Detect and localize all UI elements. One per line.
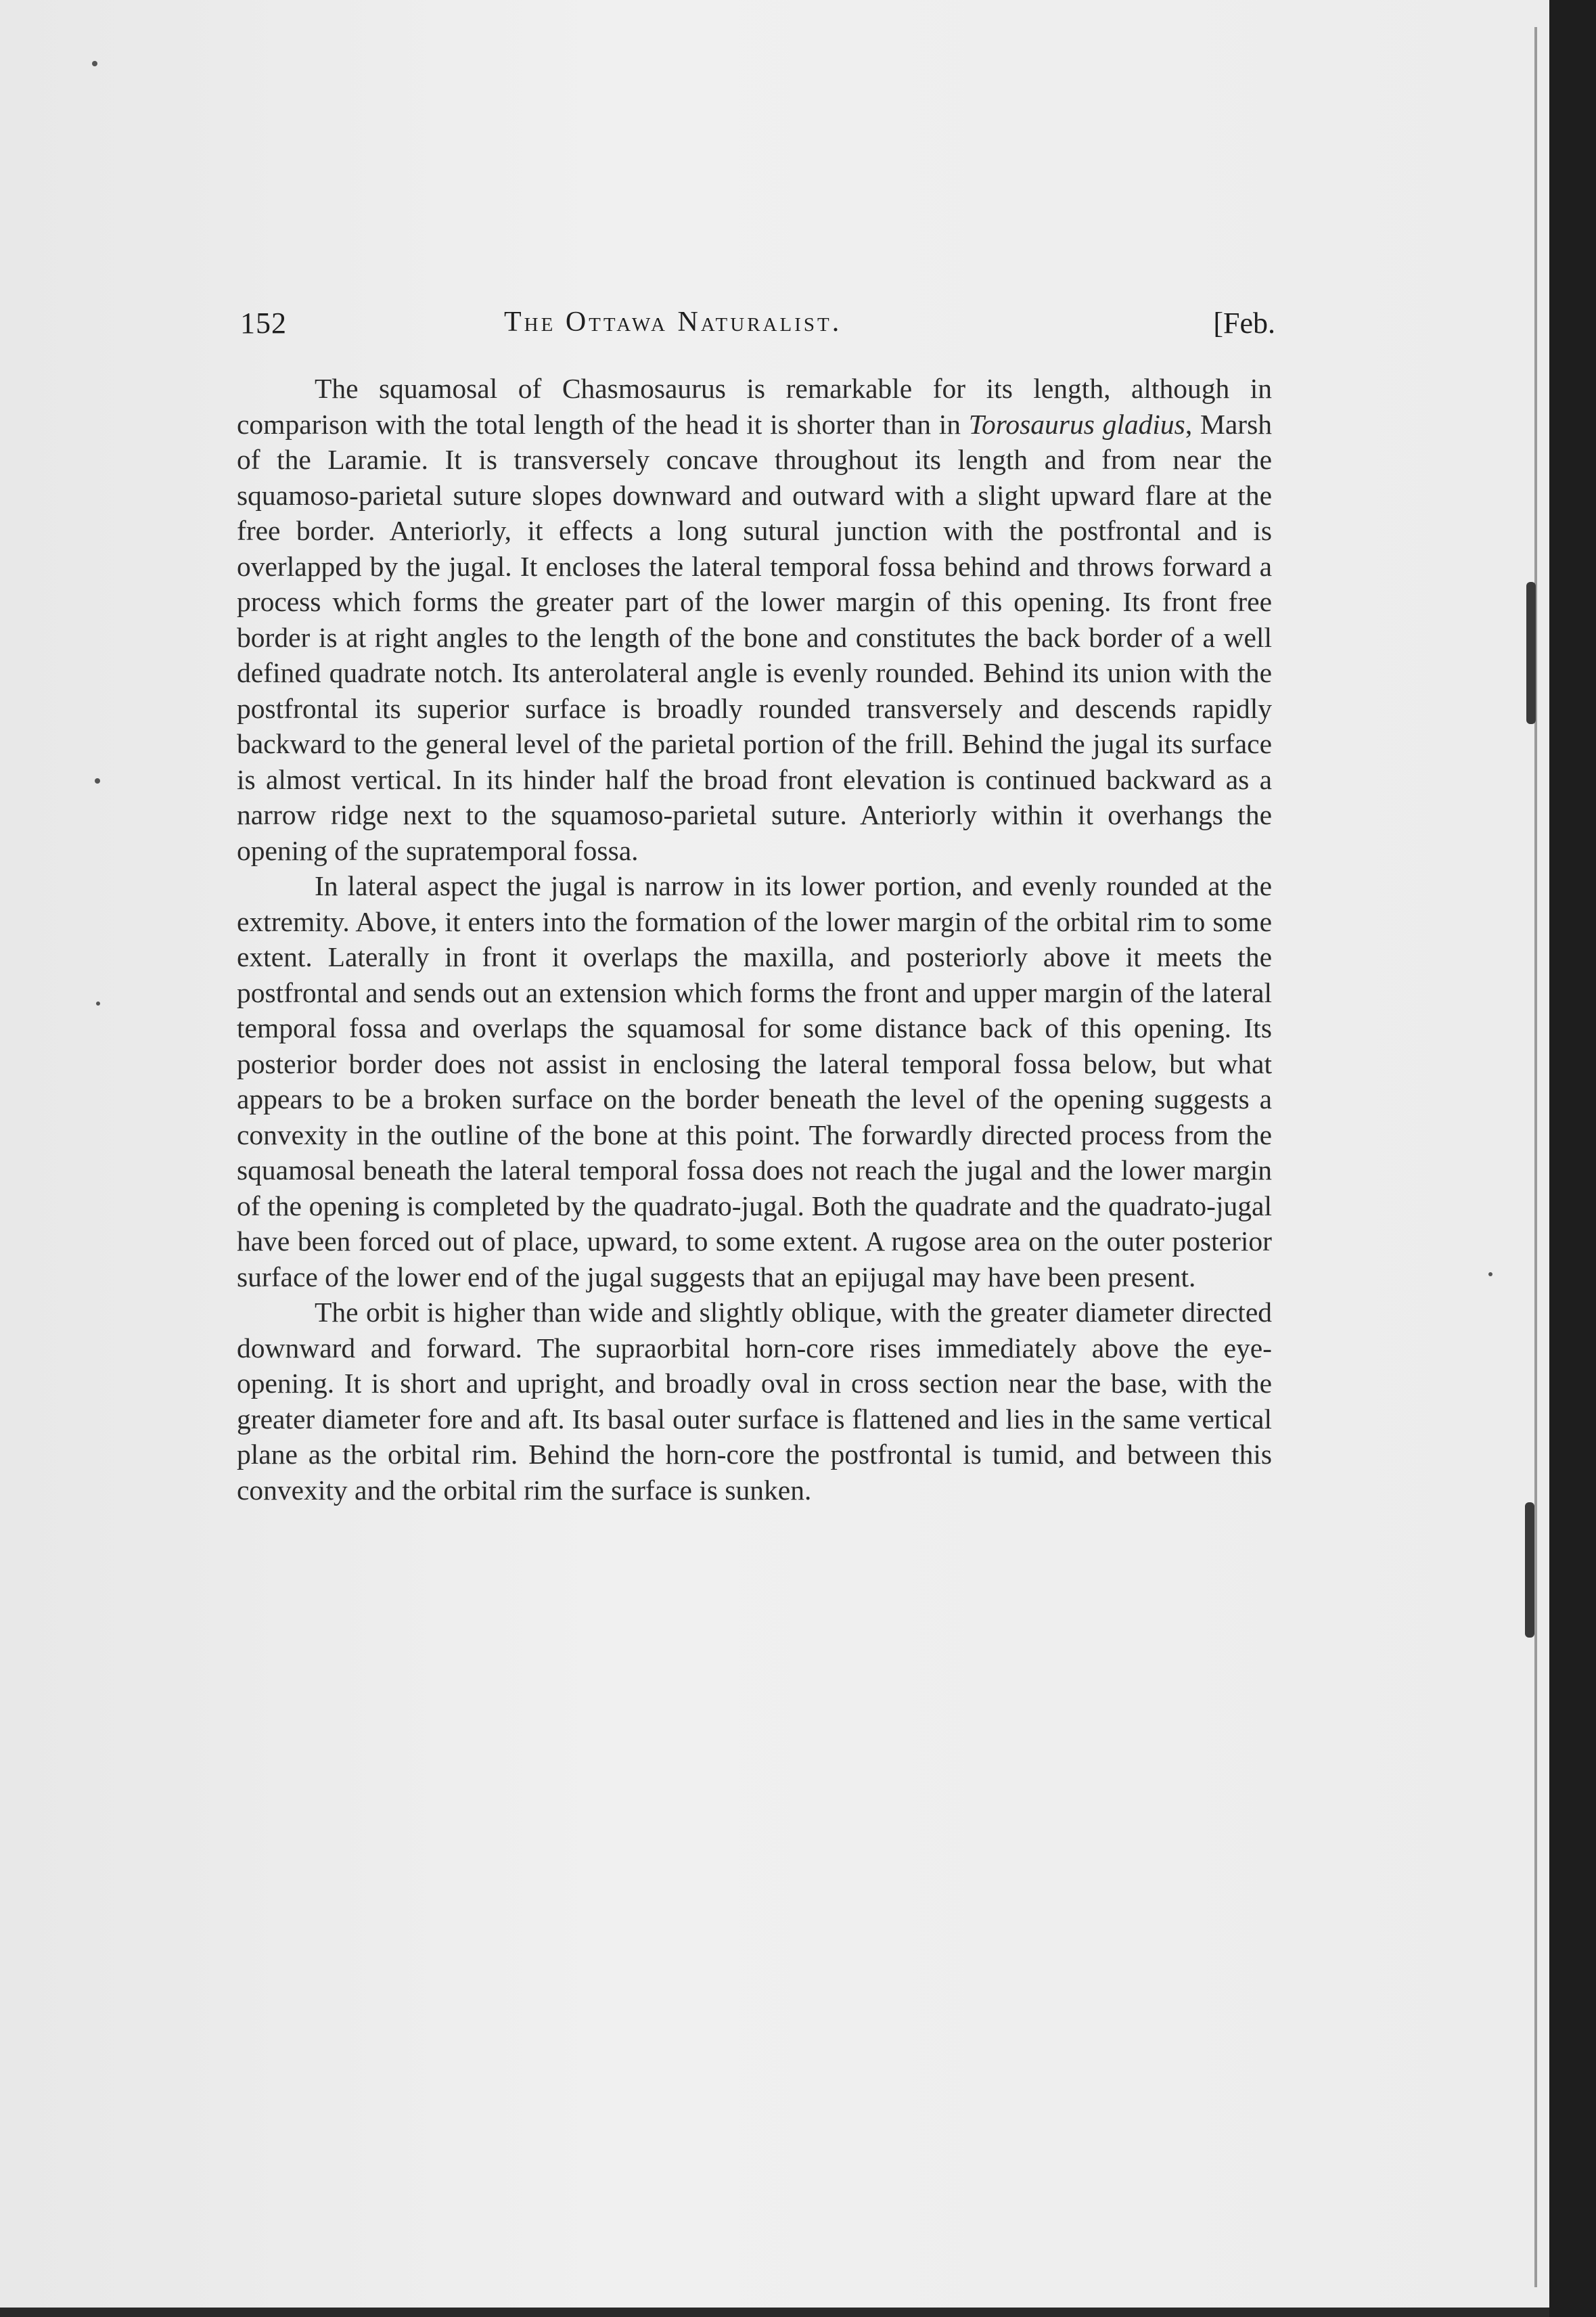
- scan-speck: [95, 778, 100, 784]
- paragraph-text: , Marsh of the Laramie. It is transversely concave throughout its length and from near the squamoso-parietal suture slopes downward and outward with a slight upward flare at the free border. Anteriorly, it effects a long sutural junction with the postfrontal and is overlapped by the jugal. It encloses the lateral temporal fossa behind and throws forward a process which forms the greater part of the lower margin of this opening. Its front free border is at right angles to the length of the bone and constitutes the back border of a well defined quadrate notch. Its anterolateral angle is evenly rounded. Behind its union with the postfrontal its superior surface is broadly rounded transversely and descends rapidly backward to the general level of the parietal portion of the frill. Behind the jugal its surface is almost vertical. In its hinder half the broad front elevation is continued backward as a narrow ridge next to the squamoso-parietal suture. Anteriorly within it overhangs the opening of the supratemporal fossa.: [237, 408, 1273, 866]
- scan-border: [1549, 0, 1596, 2317]
- article-body: [237, 371, 1272, 1508]
- scan-speck: [96, 1002, 100, 1006]
- scan-speck: [92, 61, 97, 66]
- page-header: [240, 306, 1275, 346]
- scan-speck: [1488, 1272, 1492, 1276]
- page-edge-line: [1534, 27, 1537, 2287]
- binding-clip-mark: [1525, 1502, 1534, 1638]
- running-title: The Ottawa Naturalist.: [504, 307, 842, 338]
- paragraph-jugal: In lateral aspect the jugal is narrow in its lower portion, and evenly rounded at the extremity. Above, it enters into the formation of the lower margin of the orbital rim to some extent. Laterally in front it overlaps the maxilla, and posteriorly above it meets the postfrontal and sends out an extension which forms the front and upper margin of the lateral temporal fossa and overlaps the squamosal for some distance back of this opening. Its posterior border does not assist in enclosing the lateral temporal fossa below, but what appears to be a broken surface on the border beneath the level of the opening suggests a convexity in the outline of the bone at this point. The forwardly directed process from the squamosal beneath the lateral temporal fossa does not reach the jugal and the lower margin of the opening is completed by the quadrato-jugal. Both the quadrate and the quadrato-jugal have been forced out of place, upward, to some extent. A rugose area on the outer posterior surface of the lower end of the jugal suggests that an epijugal may have been present.: [237, 870, 1272, 1292]
- issue-month: [Feb.: [1213, 307, 1275, 340]
- binding-clip-mark: [1526, 582, 1536, 724]
- paragraph-text: The squamosal of Chasmosaurus is remarkable for its length, although in comparison with the total length of the head it is shorter than in: [237, 373, 1272, 440]
- species-name: Torosaurus gladius: [968, 408, 1185, 440]
- paragraph-squamosal: [237, 371, 1272, 868]
- page-number: 152: [240, 307, 287, 340]
- paragraph-orbit: The orbit is higher than wide and slightly oblique, with the greater diameter directed downward and forward. The supraorbital horn-core rises immediately above the eye-opening. It is short and upright, and broadly oval in cross section near the base, with the greater diameter fore and aft. Its basal outer surface is flattened and lies in the same vertical plane as the orbital rim. Behind the horn-core the postfrontal is tumid, and between this convexity and the orbital rim the surface is sunken.: [237, 1297, 1272, 1506]
